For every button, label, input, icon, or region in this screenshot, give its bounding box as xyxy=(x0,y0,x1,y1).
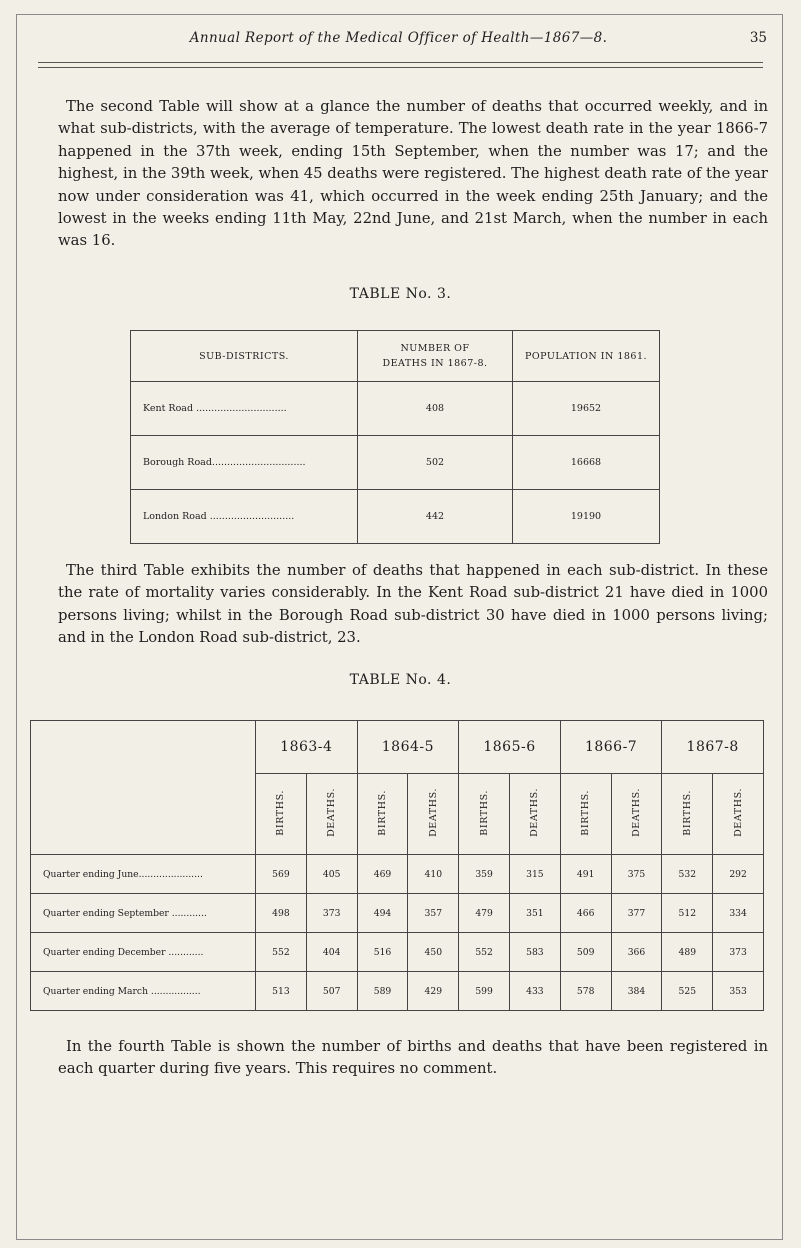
births-header: BIRTHS. xyxy=(256,774,307,855)
deaths-header: DEATHS. xyxy=(306,774,357,855)
table-4-year-row xyxy=(31,721,764,774)
col-deaths-line2: DEATHS IN 1867-8. xyxy=(382,358,488,369)
year-header: 1867-8 xyxy=(662,721,764,774)
births-header: BIRTHS. xyxy=(560,774,611,855)
births-header: BIRTHS. xyxy=(357,774,408,855)
deaths-cell: 334 xyxy=(713,894,764,933)
deaths-cell: 366 xyxy=(611,933,662,972)
births-cell: 489 xyxy=(662,933,713,972)
table-3 xyxy=(130,330,660,544)
table-3-header-row xyxy=(131,331,660,382)
row-label: Kent Road .............................. xyxy=(131,382,358,436)
deaths-cell: 384 xyxy=(611,972,662,1011)
deaths-cell: 404 xyxy=(306,933,357,972)
births-cell: 552 xyxy=(459,933,510,972)
deaths-cell: 373 xyxy=(306,894,357,933)
births-cell: 359 xyxy=(459,855,510,894)
col-deaths-line1: NUMBER OF xyxy=(400,343,470,354)
table-row xyxy=(31,933,764,972)
births-cell: 491 xyxy=(560,855,611,894)
births-header: BIRTHS. xyxy=(459,774,510,855)
deaths-header: DEATHS. xyxy=(611,774,662,855)
page-number: 35 xyxy=(749,30,767,46)
table-4-caption: TABLE No. 4. xyxy=(349,672,452,688)
year-header: 1864-5 xyxy=(357,721,459,774)
year-header: 1866-7 xyxy=(560,721,662,774)
births-cell: 494 xyxy=(357,894,408,933)
births-cell: 498 xyxy=(256,894,307,933)
paragraph-table-3-summary: The third Table exhibits the number of deaths that happened in each sub-district. In these the rate of mortality varies considerably. In the Kent Road sub-district 21 have died in 1000 persons living; whilst in the Borough Road sub-district 30 have died in 1000 persons living; and in the London Road sub-district, 23. xyxy=(58,562,768,647)
births-cell: 589 xyxy=(357,972,408,1011)
row-label: Quarter ending June...................... xyxy=(31,855,256,894)
deaths-cell: 357 xyxy=(408,894,459,933)
births-cell: 469 xyxy=(357,855,408,894)
table-4-corner xyxy=(31,721,256,855)
year-header: 1863-4 xyxy=(256,721,358,774)
deaths-cell: 351 xyxy=(509,894,560,933)
births-cell: 599 xyxy=(459,972,510,1011)
deaths-cell: 429 xyxy=(408,972,459,1011)
population-cell: 19190 xyxy=(513,490,660,544)
running-title: Annual Report of the Medical Officer of Health—1867—8. xyxy=(189,30,608,46)
paragraph-table-4-summary: In the fourth Table is shown the number of births and deaths that have been registered in each quarter during five years. This requires no comment. xyxy=(58,1038,768,1078)
row-label: Quarter ending March ................. xyxy=(31,972,256,1011)
births-cell: 466 xyxy=(560,894,611,933)
deaths-header: DEATHS. xyxy=(509,774,560,855)
deaths-header: DEATHS. xyxy=(713,774,764,855)
births-cell: 512 xyxy=(662,894,713,933)
deaths-cell: 405 xyxy=(306,855,357,894)
table-row xyxy=(31,855,764,894)
deaths-cell: 375 xyxy=(611,855,662,894)
births-cell: 552 xyxy=(256,933,307,972)
population-cell: 16668 xyxy=(513,436,660,490)
deaths-cell: 507 xyxy=(306,972,357,1011)
col-population: POPULATION IN 1861. xyxy=(513,331,660,382)
col-subdistricts: SUB-DISTRICTS. xyxy=(131,331,358,382)
row-label: London Road ............................ xyxy=(131,490,358,544)
row-label: Borough Road............................... xyxy=(131,436,358,490)
col-deaths xyxy=(358,331,513,382)
running-head xyxy=(16,30,781,54)
paragraph-table-2-summary: The second Table will show at a glance the number of deaths that occurred weekly, and in what sub-districts, with the average of temperature. The lowest death rate in the year 1866-7 happened in the 37th week, ending 15th September, when the number was 17; and the highest, in the 39th week, when 45 deaths were registered. The highest death rate of the year now under consideration was 41, which occurred in the week ending 25th January; and the lowest in the weeks ending 11th May, 22nd June, and 21st March, when the number in each was 16. xyxy=(58,98,768,250)
deaths-cell: 408 xyxy=(358,382,513,436)
births-cell: 525 xyxy=(662,972,713,1011)
population-cell: 19652 xyxy=(513,382,660,436)
deaths-cell: 502 xyxy=(358,436,513,490)
deaths-cell: 377 xyxy=(611,894,662,933)
table-row xyxy=(131,436,660,490)
table-row xyxy=(131,382,660,436)
births-cell: 513 xyxy=(256,972,307,1011)
births-cell: 479 xyxy=(459,894,510,933)
births-cell: 578 xyxy=(560,972,611,1011)
deaths-header: DEATHS. xyxy=(408,774,459,855)
row-label: Quarter ending September ............ xyxy=(31,894,256,933)
year-header: 1865-6 xyxy=(459,721,561,774)
deaths-cell: 410 xyxy=(408,855,459,894)
deaths-cell: 433 xyxy=(509,972,560,1011)
births-header: BIRTHS. xyxy=(662,774,713,855)
table-4 xyxy=(30,720,764,1011)
row-label: Quarter ending December ............ xyxy=(31,933,256,972)
table-row xyxy=(31,894,764,933)
deaths-cell: 292 xyxy=(713,855,764,894)
deaths-cell: 583 xyxy=(509,933,560,972)
births-cell: 509 xyxy=(560,933,611,972)
births-cell: 569 xyxy=(256,855,307,894)
deaths-cell: 353 xyxy=(713,972,764,1011)
deaths-cell: 315 xyxy=(509,855,560,894)
table-row xyxy=(131,490,660,544)
deaths-cell: 450 xyxy=(408,933,459,972)
deaths-cell: 442 xyxy=(358,490,513,544)
births-cell: 516 xyxy=(357,933,408,972)
table-row xyxy=(31,972,764,1011)
deaths-cell: 373 xyxy=(713,933,764,972)
births-cell: 532 xyxy=(662,855,713,894)
header-rule xyxy=(38,62,763,68)
table-3-caption: TABLE No. 3. xyxy=(349,286,452,302)
